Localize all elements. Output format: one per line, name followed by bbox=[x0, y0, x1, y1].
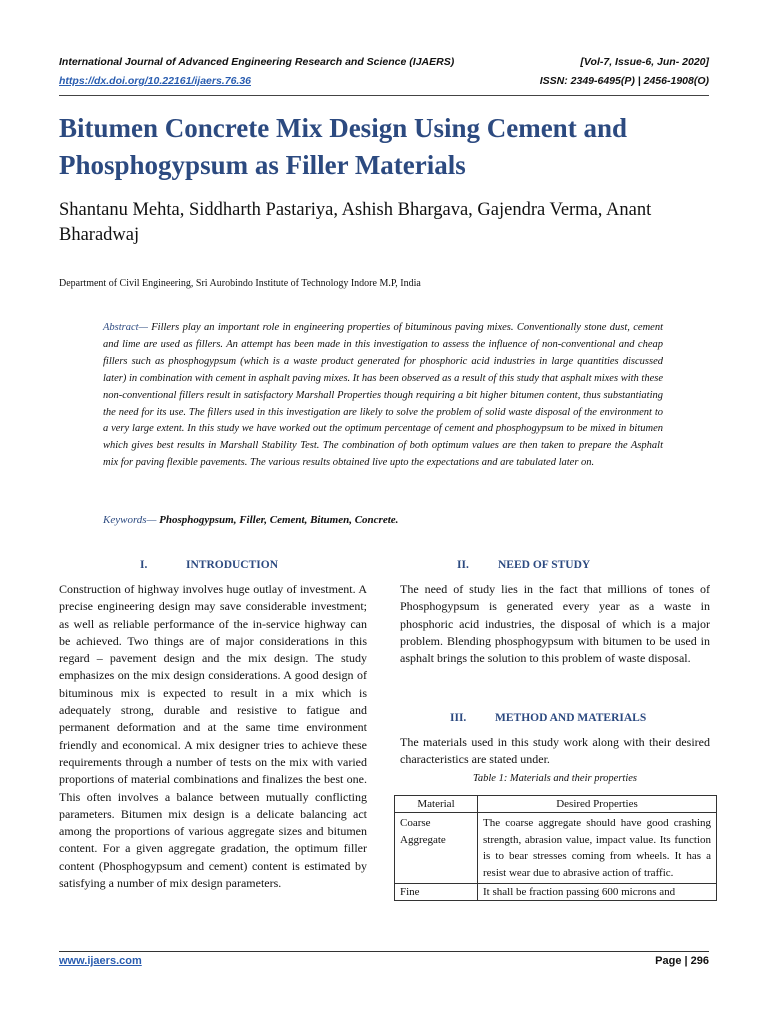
properties-cell: The coarse aggregate should have good crashing strength, abrasion value, impact value. Its function is to bear stresses coming from wheels. It has a resist wear due to abrasive action of traffic. bbox=[478, 813, 717, 884]
author-list: Shantanu Mehta, Siddharth Pastariya, Ashish Bhargava, Gajendra Verma, Anant Bharadwaj bbox=[59, 200, 652, 245]
section-title: INTRODUCTION bbox=[186, 559, 279, 571]
abstract-label: Abstract— bbox=[103, 322, 148, 333]
keywords bbox=[103, 514, 398, 526]
table-row bbox=[395, 884, 717, 901]
table-caption: Table 1: Materials and their properties bbox=[472, 773, 637, 784]
table-header-row bbox=[395, 796, 717, 813]
column-header: Desired Properties bbox=[478, 796, 717, 813]
keywords-label: Keywords— bbox=[103, 514, 157, 526]
materials-table bbox=[394, 795, 717, 901]
doi-link[interactable]: https://dx.doi.org/10.22161/ijaers.76.36 bbox=[59, 75, 251, 87]
material-cell: Coarse Aggregate bbox=[395, 813, 478, 884]
abstract bbox=[103, 320, 663, 472]
section-number: I. bbox=[140, 559, 148, 571]
page-number: Page | 296 bbox=[655, 955, 709, 967]
section-heading-need-of-study bbox=[457, 559, 590, 571]
section-heading-introduction bbox=[140, 559, 278, 571]
material-cell: Fine bbox=[395, 884, 478, 901]
footer-divider bbox=[59, 951, 709, 952]
issn-info: ISSN: 2349-6495(P) | 2456-1908(O) bbox=[539, 75, 709, 87]
journal-name: International Journal of Advanced Engineering Research and Science (IJAERS) bbox=[59, 56, 455, 68]
introduction-text: Construction of highway involves huge outlay of investment. A precise engineering design may save considerable investment; as well as reliable performance of the in-service highway can be achieved. Two things are of major considerations in this regard – pavement design and the mix design. The study emphasizes on the mix design considerations. A good design of bituminous mix is expected to result in a mix which is adequately strong, durable and resistive to fatigue and permanent deformation and at the same time environment friendly and economical. A mix designer tries to achieve these requirements through a number of tests on the mix with varied proportions of material combinations and finalizes the best one. This often involves a balance between mutually conflicting parameters. Bitumen mix design is a delicate balancing act among the proportions of various aggregate sizes and bitumen content. For a given aggregate gradation, the optimum filler content (Phosphogypsum and cement) content is estimated by satisfying a number of mix design parameters. bbox=[59, 582, 367, 891]
section-title: NEED OF STUDY bbox=[498, 559, 591, 571]
properties-cell: It shall be fraction passing 600 microns and bbox=[478, 884, 717, 901]
abstract-text: Fillers play an important role in engineering properties of bituminous paving mixes. Conventionally stone dust, cement and lime are used as fillers. An attempt has been made in this investigation to assess the influence of non-conventional and cheap fillers such as phosphogypsum (which is a waste product generated for phosphoric acid industries in large quantities discussed later) in combination with cement in asphalt paving mixes. It has been observed as a result of this study that asphalt mixes with these non-conventional fillers result in satisfactory Marshall Properties though requiring a bit higher bitumen content, thus substantiating the need for its use. The fillers used in this investigation are likely to solve the problem of solid waste disposal of the environment to a very large extent. In this study we have worked out the optimum percentage of cement and phosphogypsum to be mixed in bitumen which gives best results in Marshall Stability Test. The combination of both optimum values are then taken to prepare the Asphalt mix for paving flexible pavements. The various results obtained live upto the expectations and are tabulated later on. bbox=[103, 322, 663, 469]
need-of-study-text: The need of study lies in the fact that millions of tones of Phosphogypsum is generated every year as a waste in phosphoric acid industries, the disposal of which is a major problem. Blending phosphogypsum with bitumen to be used in asphalt brings the solution to this problem of waste disposal. bbox=[400, 582, 710, 666]
table-row bbox=[395, 813, 717, 884]
issue-info: [Vol-7, Issue-6, Jun- 2020] bbox=[580, 56, 709, 68]
section-number: II. bbox=[457, 559, 469, 571]
section-number: III. bbox=[450, 712, 467, 724]
journal-website-link[interactable]: www.ijaers.com bbox=[59, 955, 142, 967]
section-heading-method bbox=[450, 712, 646, 724]
header-divider bbox=[59, 95, 709, 96]
method-text: The materials used in this study work along with their desired characteristics are stated under. bbox=[400, 735, 710, 767]
paper-title: Bitumen Concrete Mix Design Using Cement and Phosphogypsum as Filler Materials bbox=[59, 113, 627, 180]
affiliation: Department of Civil Engineering, Sri Aurobindo Institute of Technology Indore M.P, India bbox=[59, 278, 421, 289]
keywords-text: Phosphogypsum, Filler, Cement, Bitumen, Concrete. bbox=[156, 514, 399, 526]
column-header: Material bbox=[395, 796, 478, 813]
section-title: METHOD AND MATERIALS bbox=[495, 712, 647, 724]
page-header bbox=[59, 53, 709, 91]
